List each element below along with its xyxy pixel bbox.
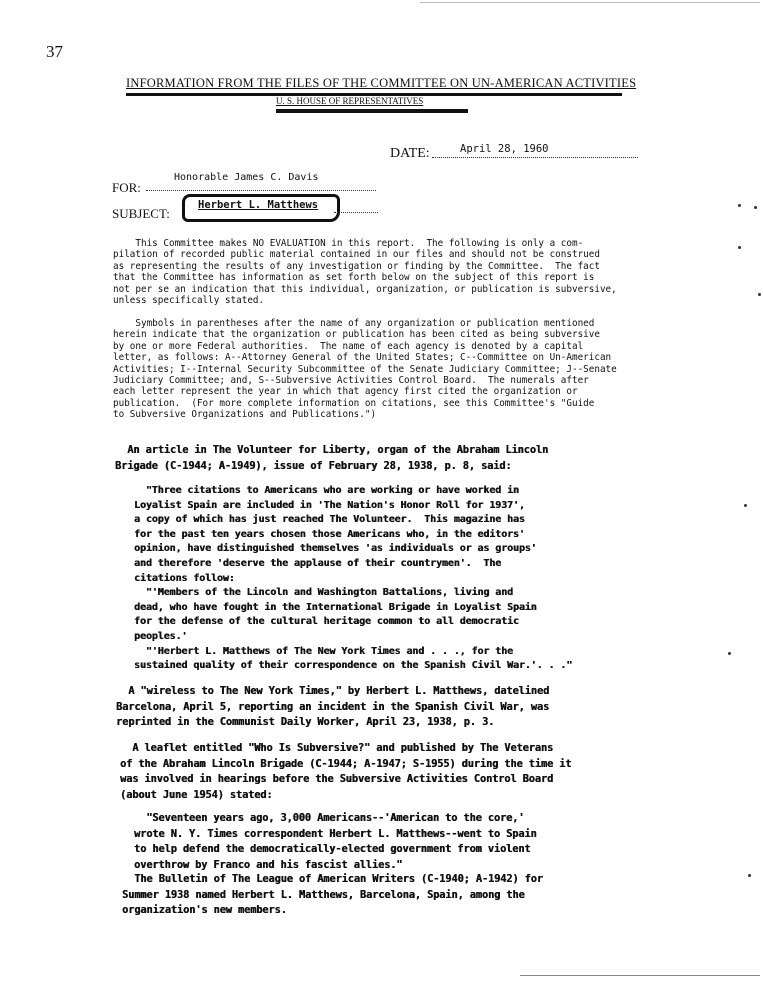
margin-mark [738,204,741,207]
subject-label: SUBJECT: [112,206,170,221]
body-paragraph-1: An article in The Volunteer for Liberty, organ of the Abraham Lincoln Brigade (C-1944; A-1949), issue of February 28, 1938, p. 8, said: [115,444,549,472]
for-line [146,190,376,191]
date-label: DATE: [390,146,430,161]
scan-smudge [420,2,760,3]
for-label: FOR: [112,180,141,195]
margin-mark [744,504,747,507]
disclaimer-paragraph: This Committee makes NO EVALUATION in this report. The following is only a com- pilation of recorded public material contained in our files and should not be construed as representing the results of any investigation or finding by the Committee. The fact that the Committee has information as set forth below on the subject of this report is not per se an indication that this individual, organization, or publication is subversive, unless specifically stated. [113,238,617,307]
margin-mark [738,246,741,249]
header-title: INFORMATION FROM THE FILES OF THE COMMITTEE ON UN-AMERICAN ACTIVITIES [126,76,637,90]
scan-smudge [520,975,760,976]
header-underline [276,109,468,113]
margin-mark [728,652,731,655]
subject-line [334,212,378,213]
symbols-paragraph: Symbols in parentheses after the name of any organization or publication mentioned herein indicate that the organization or publication has been cited as being subversive by one or more Federal authorities. The name of each agency is denoted by a capital letter, as follows: A--Attorney General of the United States; C--Committee on Un-American Activities; I--Internal Security Subcommittee of the Senate Judiciary Committee; J--Senate Judiciary Committee; and, S--Subversive Activities Control Board. The numerals after each letter represent the year in which that agency first cited the organization or publication. (For more complete information on citations, see this Committee's "Guide to Subversive Organizations and Publications.") [113,318,617,421]
body-paragraph-4: A leaflet entitled "Who Is Subversive?" and published by The Veterans of the Abraham Lincoln Brigade (C-1944; A-1947; S-1955) during the time it was involved in hearings before the Subversive Activities Control Board (about June 1954) stated: [120,742,572,802]
body-paragraph-2: "Three citations to Americans who are working or have worked in Loyalist Spain are included in 'The Nation's Honor Roll for 1937', a copy of which has just reached The Volunteer. This magazine has for the past ten years chosen those Americans who, in the editors' opinion, have distinguished themselves 'as individuals or as groups' and therefore 'deserve the applause of their countrymen'. The citations follow: "'Members of the Lincoln and Washington Battalions, living and dead, who have fought in the International Brigade in Loyalist Spain for the defense of the cultural heritage common to all democratic peoples.' "'Herbert L. Matthews of The New York Times and . . ., for the sustained quality of their correspondence on the Spanish Civil War.'. . ." [134,485,573,672]
date-line [432,157,638,158]
body-paragraph-6: The Bulletin of The League of American Writers (C-1940; A-1942) for Summer 1938 named Herbert L. Matthews, Barcelona, Spain, among the organization's new members. [122,873,543,917]
body-paragraph-5: "Seventeen years ago, 3,000 Americans--'American to the core,' wrote N. Y. Times correspondent Herbert L. Matthews--went to Spain to help defend the democratically-elected government from violent overthrow by Franco and his fascist allies." [134,812,537,872]
subject-value: Herbert L. Matthews [198,199,319,211]
margin-mark [754,206,757,209]
margin-mark [748,874,751,877]
date-value: April 28, 1960 [460,143,549,155]
body-paragraph-3: A "wireless to The New York Times," by Herbert L. Matthews, datelined Barcelona, April 5, reporting an incident in the Spanish Civil War, was reprinted in the Communist Daily Worker, April 23, 1938, p. 3. [116,685,550,729]
for-value: Honorable James C. Davis [174,172,319,183]
page-number: 37 [46,42,63,61]
margin-mark [758,293,761,296]
header-subtitle: U. S. HOUSE OF REPRESENTATIVES [276,96,424,106]
